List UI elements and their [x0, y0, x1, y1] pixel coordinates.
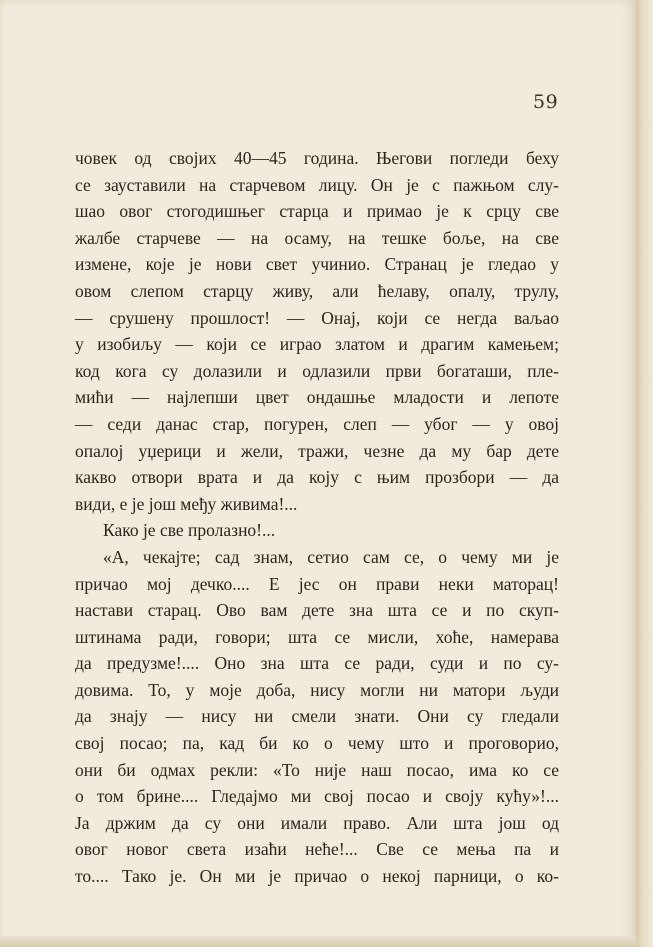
- text-line: они би одмах рекли: «То није наш посао, има ко се: [75, 759, 559, 780]
- page-bottom-edge: [0, 936, 636, 947]
- text-line: настави старац. Ово вам дете зна шта се и по скуп-: [75, 600, 559, 621]
- text-line: Ја држим да су они имали право. Али шта још од: [75, 812, 559, 833]
- text-line: какво отвори врата и да коју с њим прозбори — да: [75, 467, 559, 488]
- text-line: — срушену прошлост! — Онај, који се негда ваљао: [75, 307, 559, 328]
- text-line: мићи — најлепши цвет ондашње младости и лепоте: [75, 387, 559, 408]
- page-number: 59: [533, 91, 559, 113]
- text-line: измене, које је нови свет учинио. Странац је гледао у: [75, 254, 559, 275]
- text-line: да знају — нису ни смели знати. Они су гледали: [75, 706, 559, 727]
- text-line: о том брине.... Гледајмо ми свој посао и своју кућу»!...: [75, 786, 559, 807]
- text-line: овог новог света изаћи неће!... Све се мења па и: [75, 839, 559, 860]
- text-line: штинама ради, говори; шта се мисли, хоће, намерава: [75, 626, 559, 647]
- text-line: Како је све пролазно!...: [103, 520, 276, 541]
- text-line: шао овог стогодишњег старца и примао је к срцу све: [75, 201, 559, 222]
- text-line: код кога су долазили и одлазили први богаташи, пле-: [75, 360, 559, 381]
- text-line: «А, чекајте; сад знам, сетио сам се, о чему ми је: [103, 546, 559, 567]
- text-line: свој посао; па, кад би ко о чему што и проговорио,: [75, 733, 559, 754]
- text-line: човек од својих 40—45 година. Његови погледи беху: [75, 148, 559, 168]
- text-line: види, е је још међу живима!...: [75, 493, 298, 514]
- text-line: опалој уџерици и жели, тражи, чезне да му бар дете: [75, 440, 559, 461]
- body-text: [75, 145, 559, 890]
- text-line: то.... Тако је. Он ми је причао о некој парници, о ко-: [75, 866, 559, 887]
- text-line: причао мој дечко.... Е јес он прави неки маторац!: [75, 573, 559, 594]
- text-line: овом слепом старцу живу, али ћелаву, опалу, трулу,: [75, 280, 559, 301]
- text-line: да предузме!.... Оно зна шта се ради, суди и по су-: [75, 653, 559, 674]
- page-edge: [636, 0, 653, 947]
- text-line: — седи данас стар, погурен, слеп — убог — у овој: [75, 413, 559, 434]
- text-line: у изобиљу — који се играо златом и драгим камењем;: [75, 334, 559, 355]
- text-line: се зауставили на старчевом лицу. Он је с пажњом слу-: [75, 174, 559, 195]
- text-line: жалбе старчеве — на осаму, на тешке боље, на све: [75, 227, 559, 248]
- text-line: довима. То, у моје доба, нису могли ни матори људи: [75, 679, 559, 700]
